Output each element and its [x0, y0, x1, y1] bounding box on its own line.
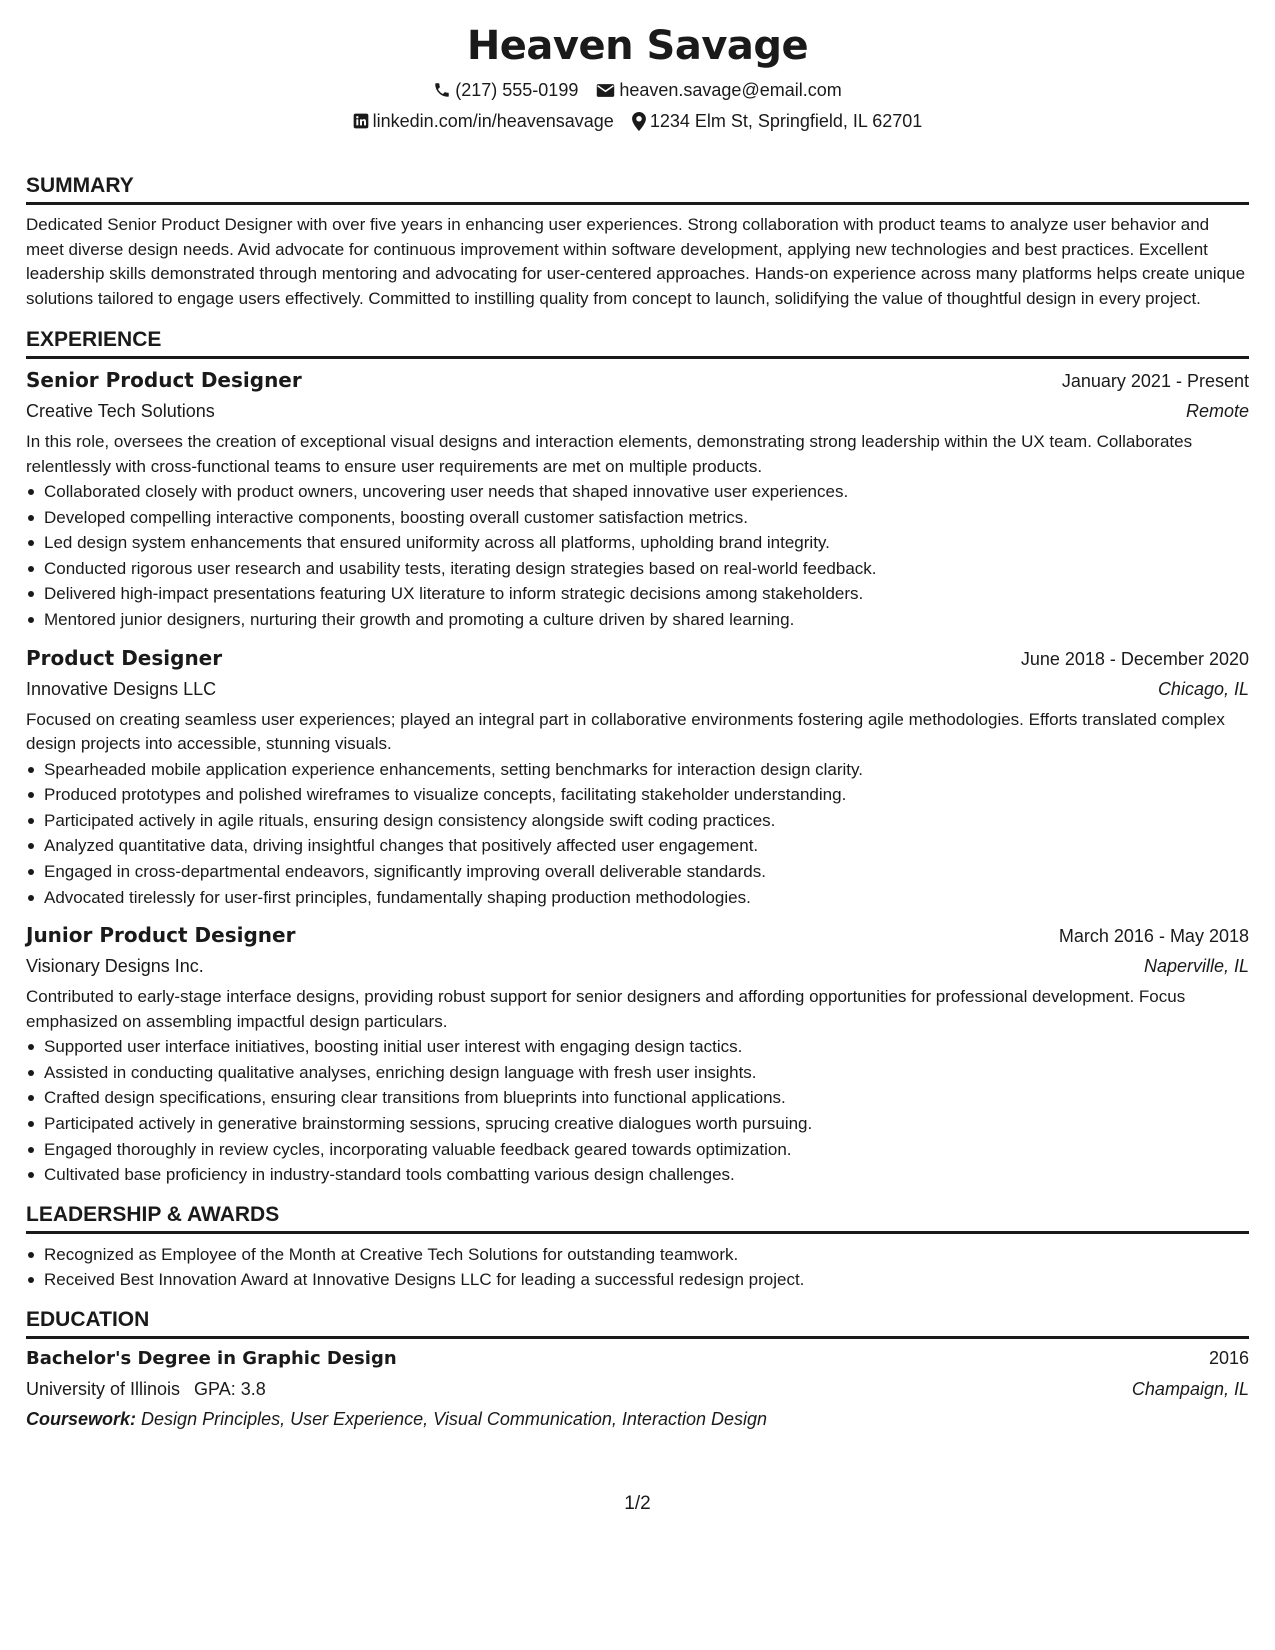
bullet-text: Recognized as Employee of the Month at Creative Tech Solutions for outstanding teamwork. — [44, 1244, 739, 1264]
list-item — [44, 1267, 1249, 1293]
bullet-text: Participated actively in agile rituals, ensuring design consistency alongside swift coding practices. — [44, 810, 776, 830]
job-bullets — [26, 1034, 1249, 1188]
list-item — [44, 1034, 1249, 1060]
school-location: Champaign, IL — [1131, 1378, 1249, 1399]
bullet-dot — [28, 1147, 34, 1153]
bullet-text: Crafted design specifications, ensuring clear transitions from blueprints into functional applications. — [44, 1088, 786, 1108]
education-section — [26, 1307, 1249, 1434]
list-item — [44, 530, 1249, 556]
bullet-text: Produced prototypes and polished wireframes to visualize concepts, facilitating stakeholder understanding. — [44, 785, 847, 805]
awards-bullets — [26, 1242, 1249, 1293]
phone-number: (217) 555-0199 — [455, 80, 579, 100]
list-item — [44, 757, 1249, 783]
job-dates: January 2021 - Present — [1061, 371, 1249, 391]
bullet-dot — [28, 767, 34, 773]
summary-text: Dedicated Senior Product Designer with over five years in enhancing user experiences. Strong collaboration with product teams to analyze user behavior and meet diverse design needs. Avid advocate for continuous improvement within software development, applying new technologies and best practices. Excellent leadership skills demonstrated through mentoring and advocating for user-centered approaches. Hands-on experience across many platforms helps create unique solutions tailored to engage users effectively. Committed to instilling quality from concept to launch, solidifying the value of thoughtful design in every project. — [26, 215, 1246, 308]
job-entry — [26, 920, 1249, 1188]
experience-heading: EXPERIENCE — [26, 327, 1249, 359]
bullet-text: Received Best Innovation Award at Innovative Designs LLC for leading a successful redesign project. — [44, 1270, 805, 1290]
job-bullets — [26, 479, 1249, 633]
job-dates: March 2016 - May 2018 — [1058, 926, 1249, 947]
coursework — [26, 1404, 1249, 1434]
bullet-text: Led design system enhancements that ensured uniformity across all platforms, upholding brand integrity. — [44, 533, 830, 553]
contact-row-primary — [26, 78, 1249, 102]
bullet-text: Developed compelling interactive components, boosting overall customer satisfaction metrics. — [44, 507, 748, 527]
graduation-year: 2016 — [1208, 1347, 1249, 1368]
job-subheader — [26, 951, 1249, 981]
list-item — [44, 1085, 1249, 1111]
list-item — [44, 479, 1249, 505]
email-address[interactable]: heaven.savage@email.com — [619, 80, 842, 100]
linkedin-contact[interactable] — [353, 109, 614, 133]
job-entry — [26, 365, 1249, 633]
list-item — [44, 859, 1249, 885]
email-contact[interactable] — [596, 78, 841, 102]
summary-section — [26, 173, 1249, 311]
experience-section — [26, 327, 1249, 1188]
bullet-text: Analyzed quantitative data, driving insightful changes that positively affected user engagement. — [44, 836, 759, 856]
job-header — [26, 643, 1249, 674]
bullet-dot — [28, 1095, 34, 1101]
list-item — [44, 833, 1249, 859]
bullet-text: Cultivated base proficiency in industry-standard tools combatting various design challenges. — [44, 1165, 735, 1185]
bullet-dot — [28, 489, 34, 495]
bullet-dot — [28, 591, 34, 597]
bullet-text: Supported user interface initiatives, boosting initial user interest with engaging design tactics. — [44, 1037, 743, 1057]
bullet-text: Spearheaded mobile application experience enhancements, setting benchmarks for interaction design clarity. — [44, 759, 863, 779]
leadership-section — [26, 1202, 1249, 1293]
job-location: Chicago, IL — [1157, 678, 1249, 699]
job-entry — [26, 643, 1249, 911]
bullet-dot — [28, 895, 34, 901]
bullet-dot — [28, 617, 34, 623]
education-subheader — [26, 1374, 1249, 1404]
linkedin-icon — [353, 113, 369, 129]
bullet-text: Engaged thoroughly in review cycles, incorporating valuable feedback geared towards optimization. — [44, 1139, 792, 1159]
job-title: Senior Product Designer — [26, 368, 302, 392]
bullet-dot — [28, 1172, 34, 1178]
job-header — [26, 920, 1249, 951]
degree-title: Bachelor's Degree in Graphic Design — [26, 1347, 397, 1369]
address-contact — [632, 109, 923, 133]
list-item — [44, 1111, 1249, 1137]
list-item — [44, 1162, 1249, 1188]
job-description: In this role, oversees the creation of exceptional visual designs and interaction elements, demonstrating strong leadership within the UX team. Collaborates relentlessly with cross-functional teams to ensure user requirements are met on multiple products. — [26, 432, 1193, 476]
list-item — [44, 505, 1249, 531]
bullet-dot — [28, 515, 34, 521]
job-description: Contributed to early-stage interface designs, providing robust support for senior designers and affording opportunities for professional development. Focus emphasized on assembling impactful design particulars. — [26, 987, 1186, 1031]
street-address: 1234 Elm St, Springfield, IL 62701 — [649, 111, 923, 131]
list-item — [44, 607, 1249, 633]
bullet-text: Assisted in conducting qualitative analyses, enriching design language with fresh user insights. — [44, 1062, 757, 1082]
job-subheader — [26, 674, 1249, 704]
bullet-dot — [28, 566, 34, 572]
bullet-dot — [28, 792, 34, 798]
leadership-heading: LEADERSHIP & AWARDS — [26, 1202, 1249, 1234]
bullet-text: Delivered high-impact presentations featuring UX literature to inform strategic decisions among stakeholders. — [44, 584, 864, 604]
list-item — [44, 556, 1249, 582]
bullet-text: Advocated tirelessly for user-first principles, fundamentally shaping production methodologies. — [44, 887, 751, 907]
bullet-text: Engaged in cross-departmental endeavors, significantly improving overall deliverable standards. — [44, 861, 766, 881]
list-item — [44, 1060, 1249, 1086]
coursework-label: Coursework: — [26, 1408, 137, 1429]
bullet-dot — [28, 818, 34, 824]
bullet-text: Mentored junior designers, nurturing their growth and promoting a culture driven by shared learning. — [44, 609, 795, 629]
envelope-icon — [596, 83, 615, 98]
page-number: 1/2 — [624, 1493, 651, 1514]
phone-contact — [433, 78, 578, 102]
school-name: University of Illinois — [26, 1378, 181, 1399]
bullet-dot — [28, 843, 34, 849]
contact-row-secondary — [26, 109, 1249, 133]
gpa: GPA: 3.8 — [194, 1378, 266, 1399]
linkedin-url[interactable]: linkedin.com/in/heavensavage — [372, 111, 614, 131]
bullet-text: Participated actively in generative brainstorming sessions, sprucing creative dialogues worth pursuing. — [44, 1113, 813, 1133]
school-info — [26, 1374, 266, 1404]
bullet-dot — [28, 1252, 34, 1258]
bullet-text: Collaborated closely with product owners, uncovering user needs that shaped innovative user experiences. — [44, 482, 849, 501]
candidate-name: Heaven Savage — [466, 23, 809, 69]
list-item — [44, 885, 1249, 911]
job-subheader — [26, 396, 1249, 426]
bullet-dot — [28, 1121, 34, 1127]
list-item — [44, 782, 1249, 808]
job-location: Naperville, IL — [1143, 956, 1249, 977]
list-item — [44, 1242, 1249, 1268]
job-header — [26, 365, 1249, 396]
coursework-list: Design Principles, User Experience, Visual Communication, Interaction Design — [141, 1408, 768, 1429]
list-item — [44, 1137, 1249, 1163]
company-name: Visionary Designs Inc. — [26, 956, 204, 977]
bullet-dot — [28, 1277, 34, 1283]
company-name: Creative Tech Solutions — [26, 401, 215, 421]
job-dates: June 2018 - December 2020 — [1020, 648, 1249, 669]
summary-heading: SUMMARY — [26, 173, 1249, 205]
education-heading: EDUCATION — [26, 1307, 1249, 1339]
job-location: Remote — [1185, 401, 1249, 421]
education-header — [26, 1343, 1249, 1374]
list-item — [44, 581, 1249, 607]
bullet-dot — [28, 1044, 34, 1050]
job-description: Focused on creating seamless user experiences; played an integral part in collaborative environments fostering agile methodologies. Efforts translated complex design projects into accessible, stunning visuals. — [26, 709, 1225, 754]
job-title: Product Designer — [26, 645, 223, 670]
phone-icon — [433, 81, 451, 99]
company-name: Innovative Designs LLC — [26, 678, 217, 699]
bullet-text: Conducted rigorous user research and usability tests, iterating design strategies based on real-world feedback. — [44, 558, 877, 578]
bullet-dot — [28, 540, 34, 546]
map-pin-icon — [632, 112, 646, 131]
bullet-dot — [28, 869, 34, 875]
job-title: Junior Product Designer — [26, 923, 296, 948]
job-bullets — [26, 757, 1249, 911]
bullet-dot — [28, 1070, 34, 1076]
list-item — [44, 808, 1249, 834]
